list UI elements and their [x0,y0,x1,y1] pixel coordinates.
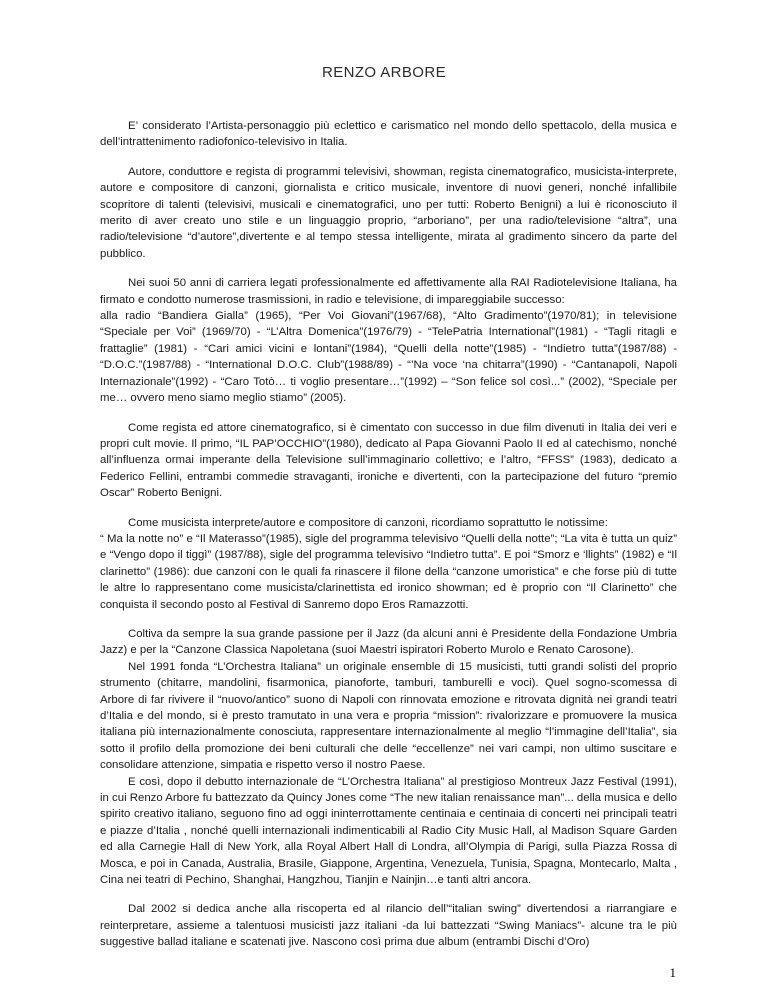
paragraph-career: Nei suoi 50 anni di carriera legati professionalmente ed affettivamente alla RAI Radiotelevisione Italiana, ha firmato e condotto numerose trasmissioni, in radio e televisione, di impareggiabile successo: [100,277,677,306]
paragraph-orchestra: Nel 1991 fonda “L’Orchestra Italiana” un originale ensemble di 15 musicisti, tutti grandi solisti del proprio strumento (chitarre, mandolini, fisarmonica, pianoforte, tamburi, tamburelli e voci). Quel sogno-scomessa di Arbore di far rivivere il “nuovo/antico” suono di Napoli con rinnovata emozione e ritrovata dignità nei grandi teatri d’Italia e del mondo, si è presto tramutato in una vera e propria “mission”: rivalorizzare e promuovere la musica italiana più internazionalmente conosciuta, rappresentare internazionalmente al meglio “l’immagine dell’Italia”, sia sotto il profilo della promozione dei beni culturali che delle “eccellenze” nei vari campi, non ultimo suscitare e consolidare attenzione, simpatia e rispetto verso il nostro Paese. [100,660,677,772]
paragraph-programs: alla radio “Bandiera Gialla” (1965), “Per Voi Giovani”(1967/68), “Alto Gradimento”(1970/81); in televisione “Speciale per Voi” (1969/70) - “L’Altra Domenica”(1976/79) - “TelePatria International”(1981) - “Tagli ritagli e frattaglie” (1981) - “Cari amici vicini e lontani”(1984), “Quelli della notte”(1985) - “Indietro tutta”(1987/88) - “D.O.C.”(1987/88) - “International D.O.C. Club”(1988/89) - “’Na voce ‘na chitarra”(1990) - “Cantanapoli, Napoli Internazionale”(1992) - “Caro Totò… ti voglio presentare…”(1992) – “Son felice sol così...” (2002), “Speciale per me… ovvero meno siamo meglio stiamo” (2005). [100,310,677,405]
paragraph-music-intro: Come musicista interprete/autore e compositore di canzoni, ricordiamo soprattutto le notissime: [128,516,608,529]
page-title: RENZO ARBORE [322,64,446,81]
paragraph-intro: E’ considerato l’Artista-personaggio più eclettico e carismatico nel mondo dello spettacolo, della musica e dell’intrattenimento radiofonico-televisivo in Italia. [100,120,677,149]
document-body [100,118,677,964]
paragraph-swing: Dal 2002 si dedica anche alla riscoperta ed al rilancio dell’“italian swing” divertendosi a riarrangiare e reinterpretare, assieme a talentuosi musicisti jazz italiani -da lui battezzati “Swing Maniacs”- alcune tra le più suggestive ballad italiane e scatenati jive. Nascono così prima due album (entrambi Dischi d’Oro) [100,903,677,949]
paragraph-cinema: Come regista ed attore cinematografico, si è cimentato con successo in due film divenuti in Italia dei veri e propri cult movie. Il primo, “IL PAP’OCCHIO”(1980), dedicato al Papa Giovanni Paolo II ed al catechismo, nonché all’influenza ormai imperante della Televisione sull’immaginario collettivo; e l’altro, “FFSS” (1983), dedicato a Federico Fellini, entrambi commedie stravaganti, ironiche e divertenti, con la partecipazione del futuro “premio Oscar” Roberto Benigni. [100,421,677,500]
paragraph-tours: E così, dopo il debutto internazionale de “L’Orchestra Italiana” al prestigioso Montreux Jazz Festival (1991), in cui Renzo Arbore fu battezzato da Quincy Jones come “The new italian renaissance man”... della musica e dello spirito creativo italiano, seguono fino ad oggi ininterrottamente centinaia e centinaia di concerti nei principali teatri e piazze d’Italia , nonché quelli internazionali indimenticabili al Radio City Music Hall, al Madison Square Garden ed alla Carnegie Hall di New York, alla Royal Albert Hall di Londra, all’Olympia di Parigi, sulla Piazza Rossa di Mosca, e poi in Canada, Australia, Brasile, Giappone, Argentina, Venezuela, Tunisia, Spagna, Montecarlo, Malta , Cina nei teatri di Pechino, Shanghai, Hangzhou, Tianjin e Nainjin…e tanti altri ancora. [100,775,677,887]
paragraph-jazz: Coltiva da sempre la sua grande passione per il Jazz (da alcuni anni è Presidente della Fondazione Umbria Jazz) e per la “Canzone Classica Napoletana (suoi Maestri ispiratori Roberto Murolo e Renato Carosone). [100,627,677,657]
paragraph-songs: “ Ma la notte no” e “Il Materasso”(1985), sigle del programma televisivo “Quelli della notte”; “La vita è tutta un quiz” e “Vengo dopo il tiggì” (1987/88), sigle del programma televisivo “Indietro tutta”. E poi “Smorz e ‘llights” (1982) e “Il clarinetto” (1986): due canzoni con le quali fa rinascere il filone della “canzone umoristica” e che forse più di tutte le altre lo rappresentano come musicista/clarinettista ed ironico showman; ed è proprio con “Il Clarinetto” che conquista il secondo posto al Festival di Sanremo dopo Eros Ramazzotti. [100,532,677,611]
page-number: 1 [669,965,676,980]
paragraph-profile: Autore, conduttore e regista di programmi televisivi, showman, regista cinematografico, musicista-interprete, autore e compositore di canzoni, giornalista e critico musicale, inventore di nuovi generi, nonché infallibile scopritore di talenti (televisivi, musicali e cinematografici, uno per tutti: Roberto Benigni) a lui è riconosciuto il merito di aver creato uno stile e un linguaggio proprio, “arboriano”, per una radio/televisione “altra”, una radio/televisione “d’autore”,divertente e al tempo stessa intelligente, mirata al gradimento sincero da parte del pubblico. [100,165,677,260]
